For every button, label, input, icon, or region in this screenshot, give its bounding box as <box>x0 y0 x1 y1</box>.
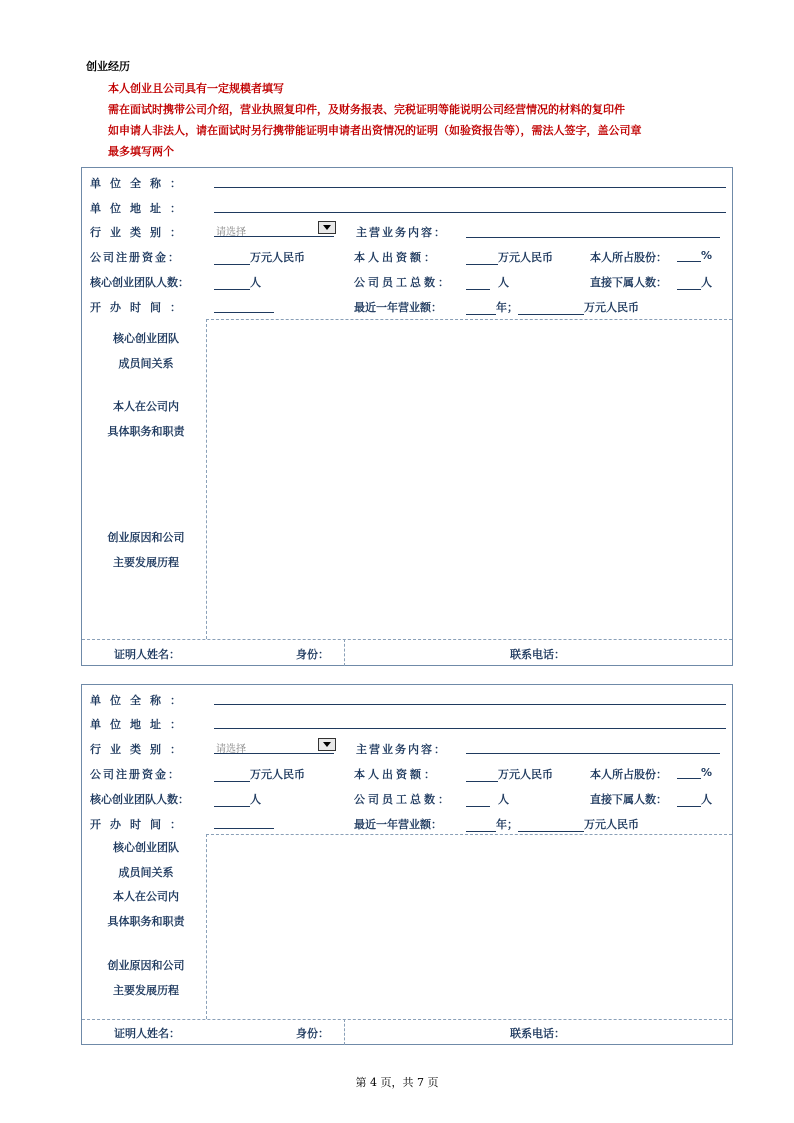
share-input[interactable] <box>677 767 701 779</box>
main-business-label: 主营业务内容： <box>356 743 447 756</box>
divider <box>206 834 732 835</box>
registered-capital-field <box>214 766 305 782</box>
subordinates-field <box>677 791 712 807</box>
witness-id-label: 身份： <box>296 648 329 661</box>
core-team-input[interactable] <box>214 795 250 807</box>
main-business-label: 主营业务内容： <box>356 226 447 239</box>
section-history-label: 创业原因和公司 主要发展历程 <box>107 531 185 569</box>
divider <box>206 834 207 1019</box>
company-name-input[interactable] <box>214 704 726 705</box>
venture-details-area[interactable] <box>208 837 728 1017</box>
section-team-relations-label: 核心创业团队 成员间关系 <box>113 332 179 370</box>
own-contribution-label: 本人出资额： <box>354 251 438 264</box>
own-contribution-label: 本人出资额： <box>354 768 438 781</box>
registered-capital-input[interactable] <box>214 770 250 782</box>
revenue-label: 最近一年营业额： <box>354 301 442 314</box>
share-label: 本人所占股份： <box>590 768 667 781</box>
core-team-field <box>214 791 261 807</box>
registered-capital-label: 公司注册资金： <box>90 251 181 264</box>
note-text: 如申请人非法人，请在面试时另行携带能证明申请者出资情况的证明（如验资报告等），需法人签字，盖公司章 <box>108 124 642 137</box>
section-role-label: 本人在公司内 具体职务和职责 <box>107 890 185 928</box>
section-history-label: 创业原因和公司 主要发展历程 <box>107 959 185 997</box>
share-input[interactable] <box>677 250 701 262</box>
core-team-field <box>214 274 261 290</box>
main-business-input[interactable] <box>466 237 720 238</box>
revenue-field <box>466 816 639 832</box>
subordinates-input[interactable] <box>677 795 701 807</box>
founded-label: 开办时间： <box>90 818 190 831</box>
unit-label: 年； <box>496 301 518 314</box>
unit-label: % <box>701 766 713 779</box>
share-label: 本人所占股份： <box>590 251 667 264</box>
unit-label: 人 <box>498 793 509 806</box>
industry-label: 行业类别： <box>90 743 190 756</box>
unit-label: 万元人民币 <box>250 251 305 264</box>
note-text: 本人创业且公司具有一定规模者填写 <box>108 82 284 95</box>
note-3 <box>86 122 642 138</box>
revenue-year-input[interactable] <box>466 303 496 315</box>
staff-input[interactable] <box>466 278 490 290</box>
unit-label: 人 <box>250 793 261 806</box>
dropdown-arrow-icon[interactable] <box>318 221 336 234</box>
subordinates-label: 直接下属人数： <box>590 276 667 289</box>
witness-phone-label: 联系电话： <box>510 648 565 661</box>
own-contribution-input[interactable] <box>466 253 498 265</box>
witness-phone-input[interactable] <box>582 640 732 665</box>
divider <box>344 639 345 666</box>
witness-label: 证明人姓名： <box>114 1027 180 1040</box>
staff-field <box>466 791 509 807</box>
industry-select[interactable] <box>214 740 334 754</box>
company-address-label: 单位地址： <box>90 202 190 215</box>
staff-label: 公司员工总数： <box>354 793 452 806</box>
own-contribution-field <box>466 249 553 265</box>
company-name-label: 单位全称： <box>90 177 190 190</box>
core-team-input[interactable] <box>214 278 250 290</box>
industry-select[interactable] <box>214 223 334 237</box>
note-1 <box>86 80 284 96</box>
founded-input[interactable] <box>214 828 274 829</box>
subordinates-input[interactable] <box>677 278 701 290</box>
revenue-field <box>466 299 639 315</box>
own-contribution-input[interactable] <box>466 770 498 782</box>
note-2 <box>86 101 625 117</box>
staff-input[interactable] <box>466 795 490 807</box>
company-address-label: 单位地址： <box>90 718 190 731</box>
unit-label: 万元人民币 <box>498 251 553 264</box>
revenue-year-input[interactable] <box>466 820 496 832</box>
section-team-relations-label: 核心创业团队 成员间关系 <box>113 841 179 879</box>
note-continuation: 最多填写两个 <box>108 145 174 158</box>
founded-label: 开办时间： <box>90 301 190 314</box>
main-business-input[interactable] <box>466 753 720 754</box>
industry-select-value: 请选择 <box>216 227 246 238</box>
company-address-input[interactable] <box>214 728 726 729</box>
venture-details-area[interactable] <box>208 324 728 636</box>
unit-label: 万元人民币 <box>584 301 639 314</box>
core-team-label: 核心创业团队人数： <box>90 793 189 806</box>
subordinates-field <box>677 274 712 290</box>
registered-capital-input[interactable] <box>214 253 250 265</box>
unit-label: 万元人民币 <box>250 768 305 781</box>
unit-label: 人 <box>701 793 712 806</box>
staff-field <box>466 274 509 290</box>
industry-label: 行业类别： <box>90 226 190 239</box>
unit-label: 万元人民币 <box>584 818 639 831</box>
company-name-input[interactable] <box>214 187 726 188</box>
registered-capital-field <box>214 249 305 265</box>
witness-phone-label: 联系电话： <box>510 1027 565 1040</box>
unit-label: % <box>701 249 713 262</box>
staff-label: 公司员工总数： <box>354 276 452 289</box>
share-field <box>677 766 712 779</box>
revenue-input[interactable] <box>518 303 584 315</box>
own-contribution-field <box>466 766 553 782</box>
venture-form-1 <box>81 167 733 666</box>
witness-name-input[interactable] <box>206 640 284 665</box>
witness-name-input[interactable] <box>206 1020 284 1044</box>
company-address-input[interactable] <box>214 212 726 213</box>
company-name-label: 单位全称： <box>90 694 190 707</box>
witness-label: 证明人姓名： <box>114 648 180 661</box>
section-role-label: 本人在公司内 具体职务和职责 <box>107 400 185 438</box>
industry-select-value: 请选择 <box>216 744 246 755</box>
registered-capital-label: 公司注册资金： <box>90 768 181 781</box>
venture-form-2 <box>81 684 733 1045</box>
divider <box>206 319 207 639</box>
note-text: 需在面试时携带公司介绍，营业执照复印件，及财务报表、完税证明等能说明公司经营情况的材料的复印件 <box>108 103 625 116</box>
unit-label: 人 <box>250 276 261 289</box>
divider <box>206 319 732 320</box>
unit-label: 人 <box>498 276 509 289</box>
unit-label: 人 <box>701 276 712 289</box>
page-heading: 创业经历 <box>86 60 130 73</box>
page-footer: 第 4 页，共 7 页 <box>355 1076 439 1089</box>
revenue-label: 最近一年营业额： <box>354 818 442 831</box>
witness-id-label: 身份： <box>296 1027 329 1040</box>
unit-label: 年； <box>496 818 518 831</box>
core-team-label: 核心创业团队人数： <box>90 276 189 289</box>
dropdown-arrow-icon[interactable] <box>318 738 336 751</box>
witness-phone-input[interactable] <box>582 1020 732 1044</box>
founded-input[interactable] <box>214 312 274 313</box>
unit-label: 万元人民币 <box>498 768 553 781</box>
divider <box>344 1019 345 1045</box>
subordinates-label: 直接下属人数： <box>590 793 667 806</box>
share-field <box>677 249 712 262</box>
revenue-input[interactable] <box>518 820 584 832</box>
